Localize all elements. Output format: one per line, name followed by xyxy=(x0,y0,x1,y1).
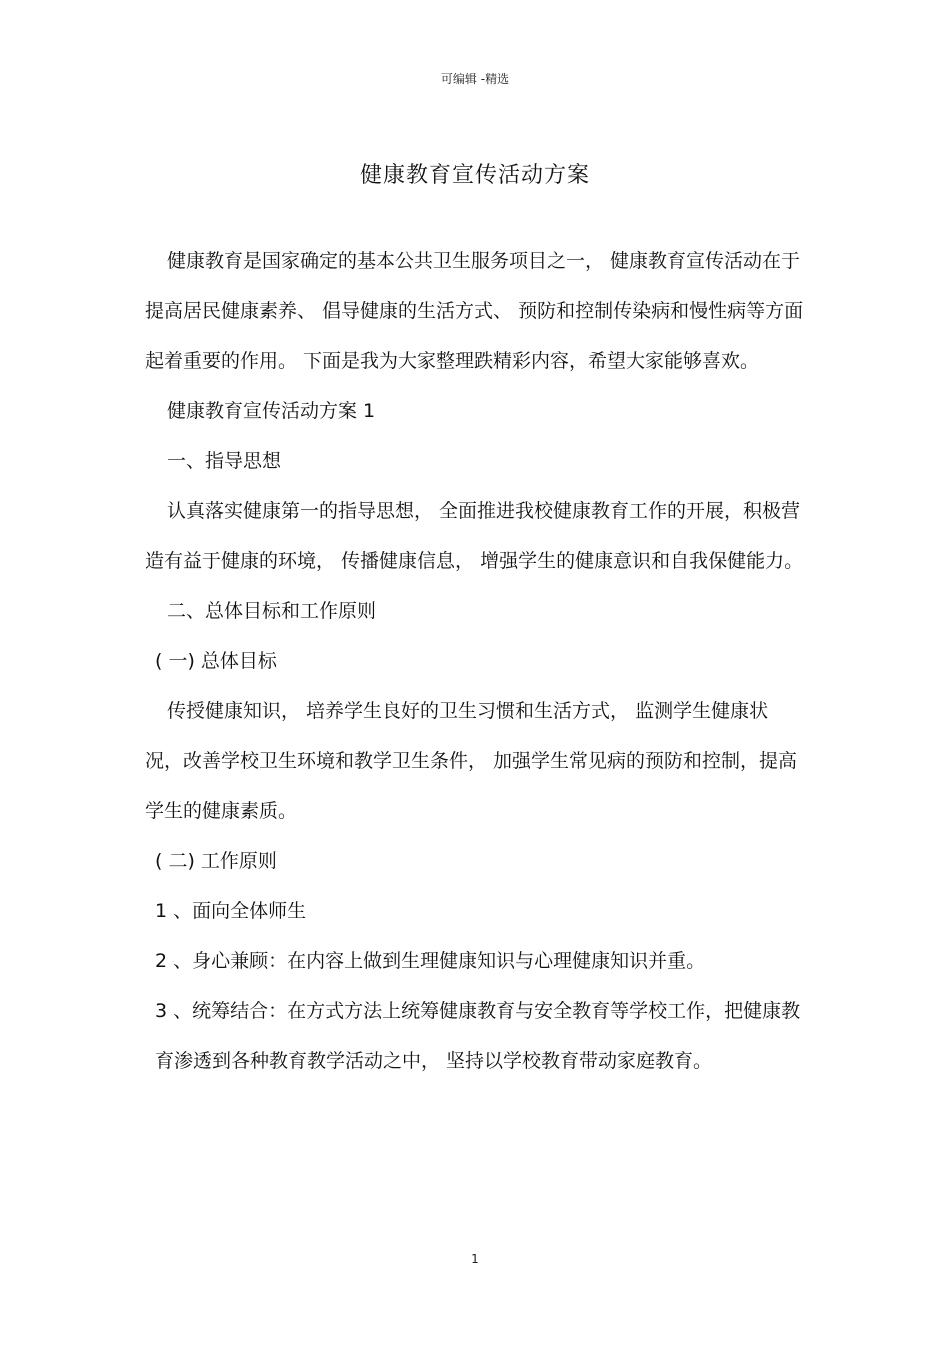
principle-item-2: 2 、身心兼顾：在内容上做到生理健康知识与心理健康知识并重。 xyxy=(155,950,706,972)
intro-paragraph: 健康教育是国家确定的基本公共卫生服务项目之一， 健康教育宣传活动在于提高居民健康素养、 倡导健康的生活方式、 预防和控制传染病和慢性病等方面起着重要的作用。 下面是我为大家整理跌精彩内容，希望大家能够喜欢。 xyxy=(145,250,804,372)
overall-goal-paragraph: 传授健康知识， 培养学生良好的卫生习惯和生活方式， 监测学生健康状况，改善学校卫生环境和教学卫生条件， 加强学生常见病的预防和控制，提高学生的健康素质。 xyxy=(145,700,798,822)
section-heading-goals-principles: 二、总体目标和工作原则 xyxy=(167,600,377,622)
guiding-thought-paragraph: 认真落实健康第一的指导思想， 全面推进我校健康教育工作的开展，积极营造有益于健康的环境， 传播健康信息， 增强学生的健康意识和自我保健能力。 xyxy=(145,500,804,572)
document-title: 健康教育宣传活动方案 xyxy=(359,163,590,188)
section-heading-guiding-thought: 一、指导思想 xyxy=(167,450,282,472)
principle-item-1: 1 、面向全体师生 xyxy=(155,900,307,922)
subheading-overall-goal: ( 一) 总体目标 xyxy=(155,650,277,672)
document-body xyxy=(145,236,805,1086)
subheading-work-principles: ( 二) 工作原则 xyxy=(155,850,277,872)
section-heading-plan-1: 健康教育宣传活动方案 1 xyxy=(167,400,376,422)
page-header: 可编辑 -精选 xyxy=(440,72,510,86)
principle-item-3: 3 、统筹结合：在方式方法上统筹健康教育与安全教育等学校工作，把健康教育渗透到各种教育教学活动之中， 坚持以学校教育带动家庭教育。 xyxy=(155,1000,801,1072)
page-number: 1 xyxy=(471,1252,479,1266)
